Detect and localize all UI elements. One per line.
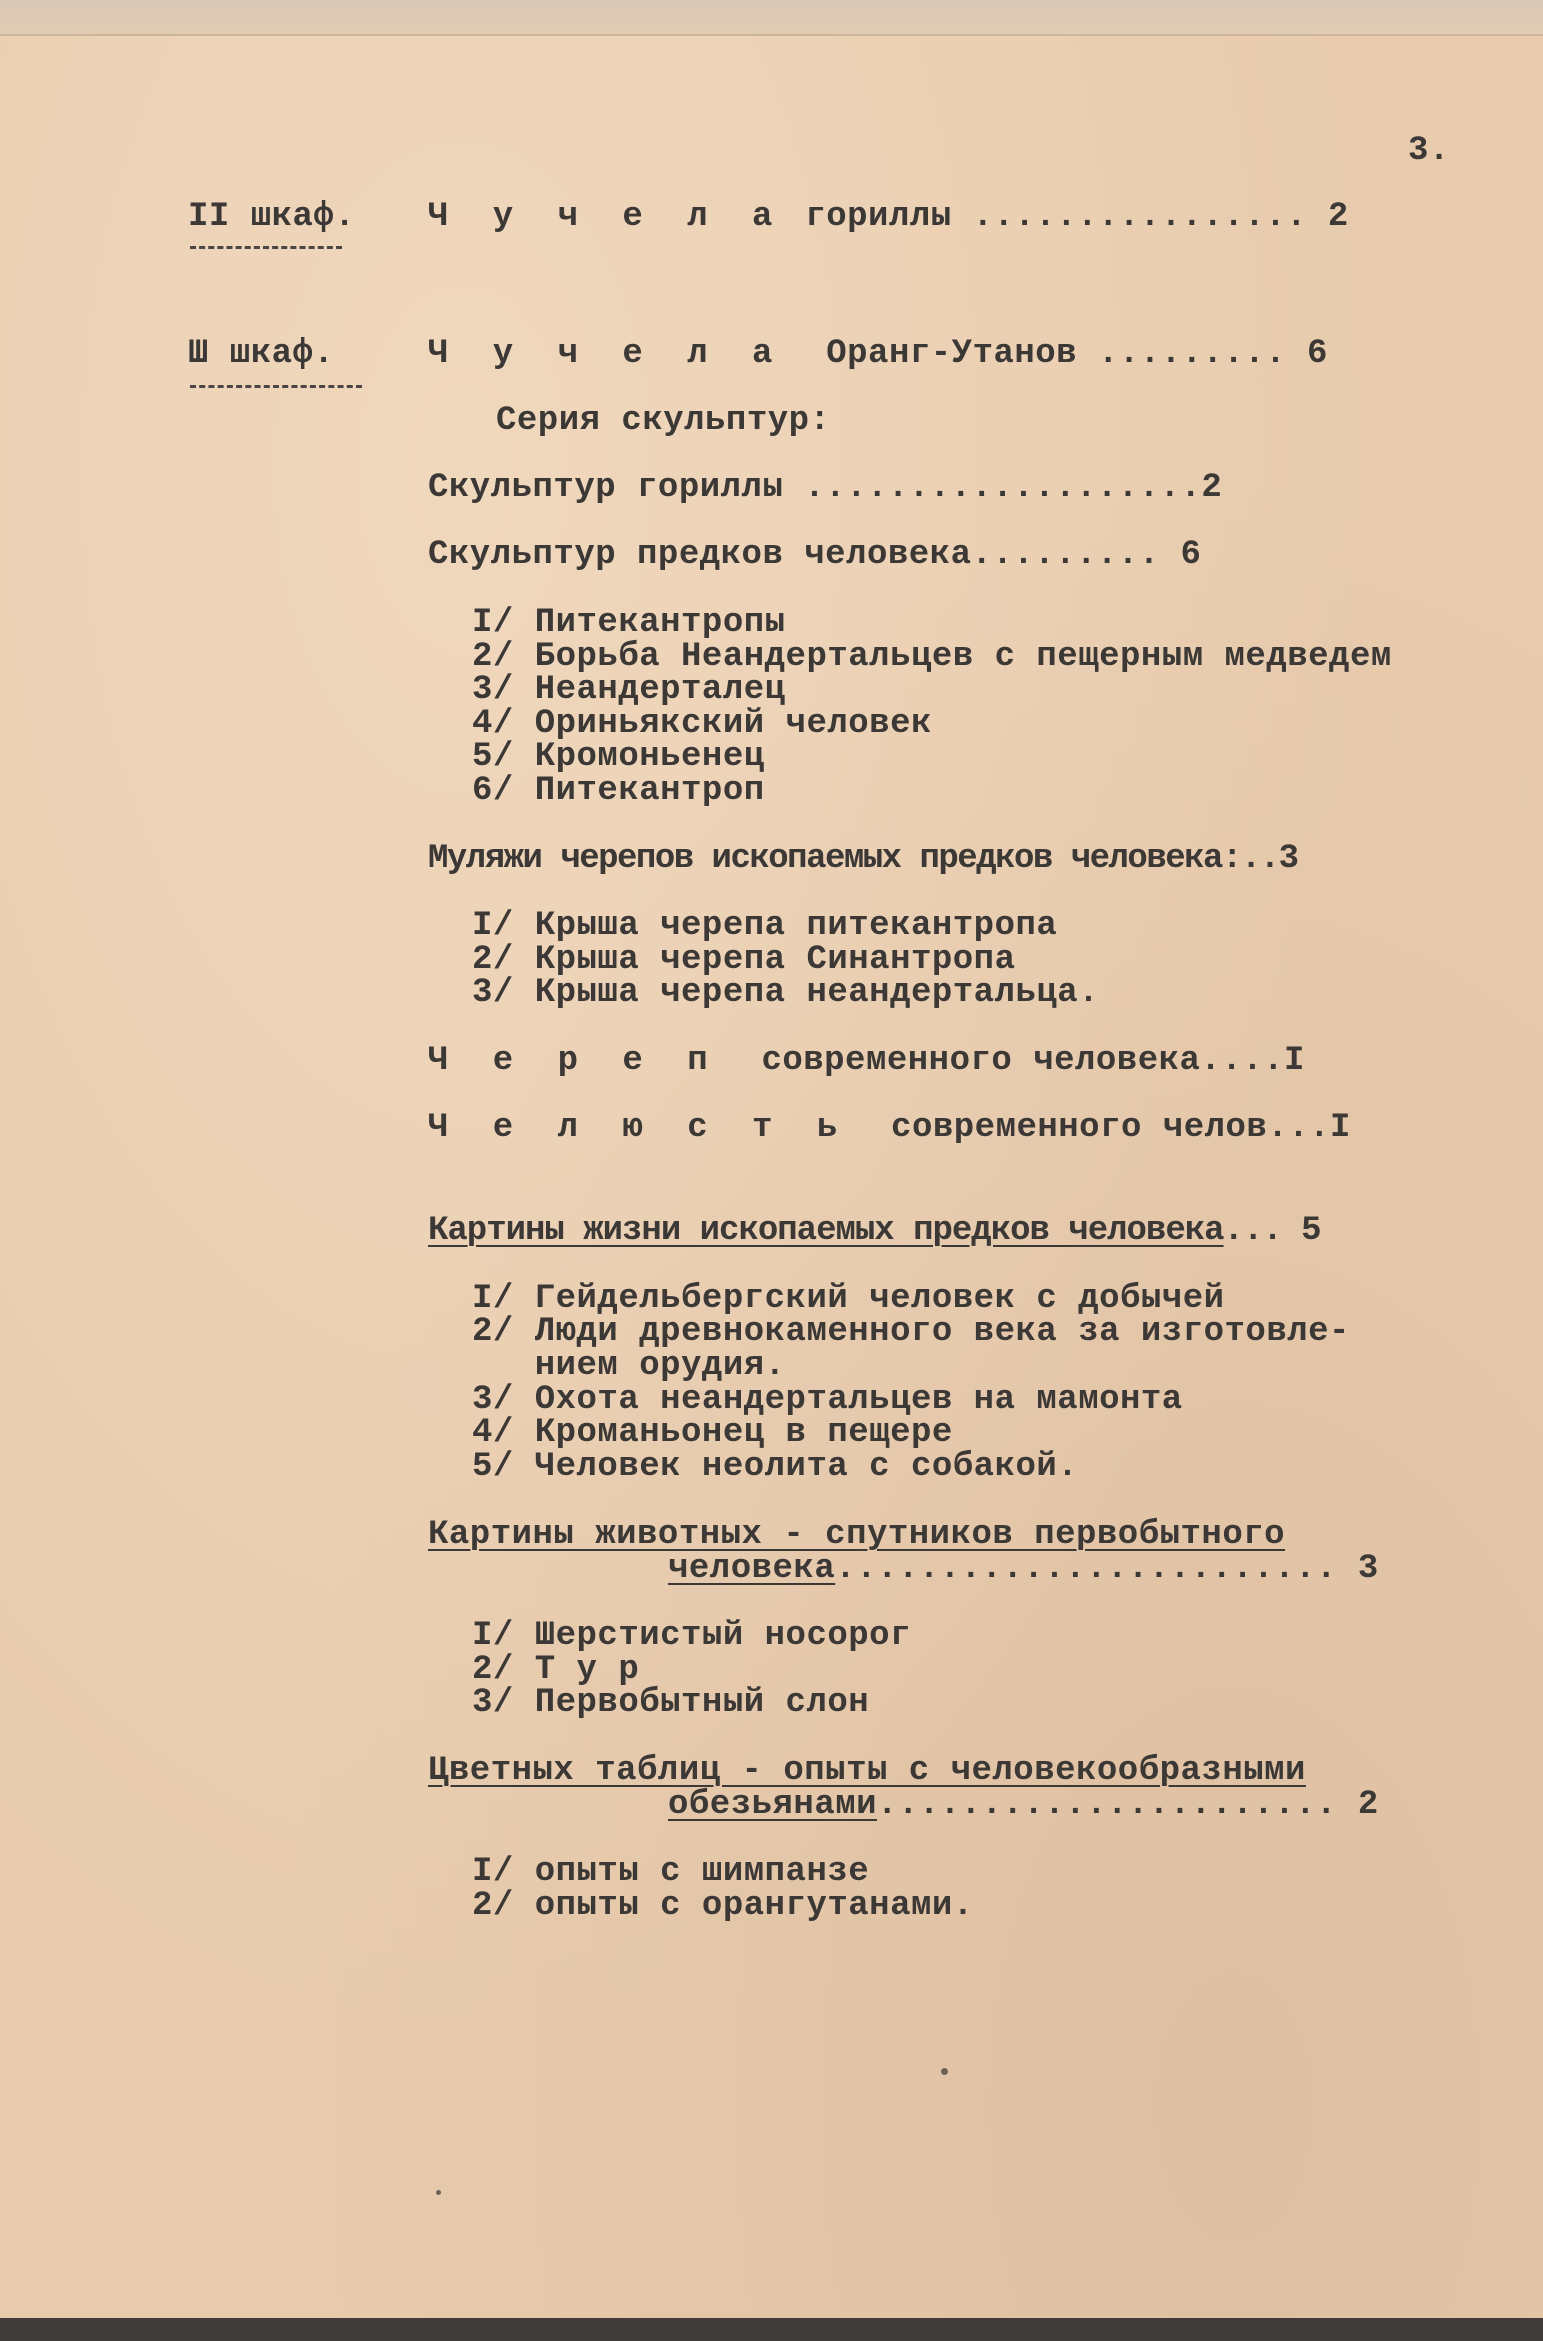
list-item: 3/ Крыша черепа неандертальца. <box>472 974 1100 1012</box>
cabinet-3-label: Ш шкаф. <box>188 335 335 373</box>
list-item: 3/ Неандерталец <box>472 671 786 709</box>
ancestor-sculptures-line: Скульптур предков человека......... 6 <box>428 536 1202 574</box>
jaw-line <box>428 1111 1351 1145</box>
cabinet-3-underline <box>190 385 362 388</box>
list-item: 2/ Люди древнокаменного века за изготовле- <box>472 1313 1350 1351</box>
orangutan-line <box>428 337 1328 371</box>
color-tables-line-2 <box>668 1788 1379 1822</box>
list-item: 2/ опыты с орангутанами. <box>472 1887 974 1925</box>
page-bottom-edge <box>0 2318 1543 2341</box>
skull-line <box>428 1044 1305 1078</box>
list-item: 4/ Ориньякский человек <box>472 705 932 743</box>
skull-rest: современного человека....I <box>719 1042 1305 1080</box>
list-item: I/ опыты с шимпанзе <box>472 1853 870 1891</box>
cabinet-2-line <box>428 200 1349 234</box>
gorilla-stuffed-rest: гориллы ................ 2 <box>784 198 1349 236</box>
list-item: I/ Шерстистый носорог <box>472 1617 911 1655</box>
list-item: 2/ Борьба Неандертальцев с пещерным медведем <box>472 638 1392 676</box>
cabinet-2-underline <box>190 246 342 249</box>
paintings-life-heading: Картины жизни ископаемых предков человека <box>428 1212 1224 1250</box>
list-item: I/ Питекантропы <box>472 604 786 642</box>
skull-term: Ч е р е п <box>428 1042 720 1080</box>
ink-spot <box>436 2190 441 2195</box>
page-number: 3. <box>1408 132 1450 170</box>
list-item: 3/ Первобытный слон <box>472 1684 870 1722</box>
list-item: 5/ Кромоньенец <box>472 738 765 776</box>
series-heading: Серия скульптур: <box>496 402 831 440</box>
paintings-animals-heading-2: человека <box>668 1550 836 1588</box>
list-item: нием орудия. <box>472 1347 786 1385</box>
list-item: I/ Гейдельбергский человек с добычей <box>472 1280 1225 1318</box>
color-tables-count: ...................... 2 <box>877 1786 1379 1824</box>
paintings-animals-heading-1: Картины животных - спутников первобытного <box>428 1516 1286 1554</box>
color-tables-heading-2: обезьянами <box>668 1786 878 1824</box>
list-item: 6/ Питекантроп <box>472 772 765 810</box>
list-item: 2/ Т у р <box>472 1651 640 1689</box>
list-item: 2/ Крыша черепа Синантропа <box>472 941 1016 979</box>
list-item: 3/ Охота неандертальцев на мамонта <box>472 1381 1183 1419</box>
cabinet-2-label: II шкаф. <box>188 198 356 236</box>
list-item: I/ Крыша черепа питекантропа <box>472 907 1058 945</box>
paintings-life-line <box>428 1214 1321 1248</box>
jaw-rest: современного челов...I <box>849 1109 1351 1147</box>
paintings-animals-count: ........................ 3 <box>835 1550 1379 1588</box>
page-top-edge <box>0 0 1543 36</box>
gorilla-sculptures-line: Скульптур гориллы ...................2 <box>428 469 1223 507</box>
paintings-animals-line-2 <box>668 1552 1379 1586</box>
ink-spot <box>941 2068 948 2075</box>
list-item: 4/ Кроманьонец в пещере <box>472 1414 953 1452</box>
stuffed-term-2: Ч у ч е л а <box>428 335 785 373</box>
color-tables-heading-1: Цветных таблиц - опыты с человекообразными <box>428 1752 1306 1790</box>
jaw-term: Ч е л ю с т ь <box>428 1109 850 1147</box>
skull-casts-heading: Муляжи черепов ископаемых предков человека:..3 <box>428 840 1298 878</box>
orangutan-rest: Оранг-Утанов ......... 6 <box>784 335 1328 373</box>
paintings-life-count: ... 5 <box>1223 1212 1321 1250</box>
stuffed-term: Ч у ч е л а <box>428 198 785 236</box>
list-item: 5/ Человек неолита с собакой. <box>472 1448 1079 1486</box>
